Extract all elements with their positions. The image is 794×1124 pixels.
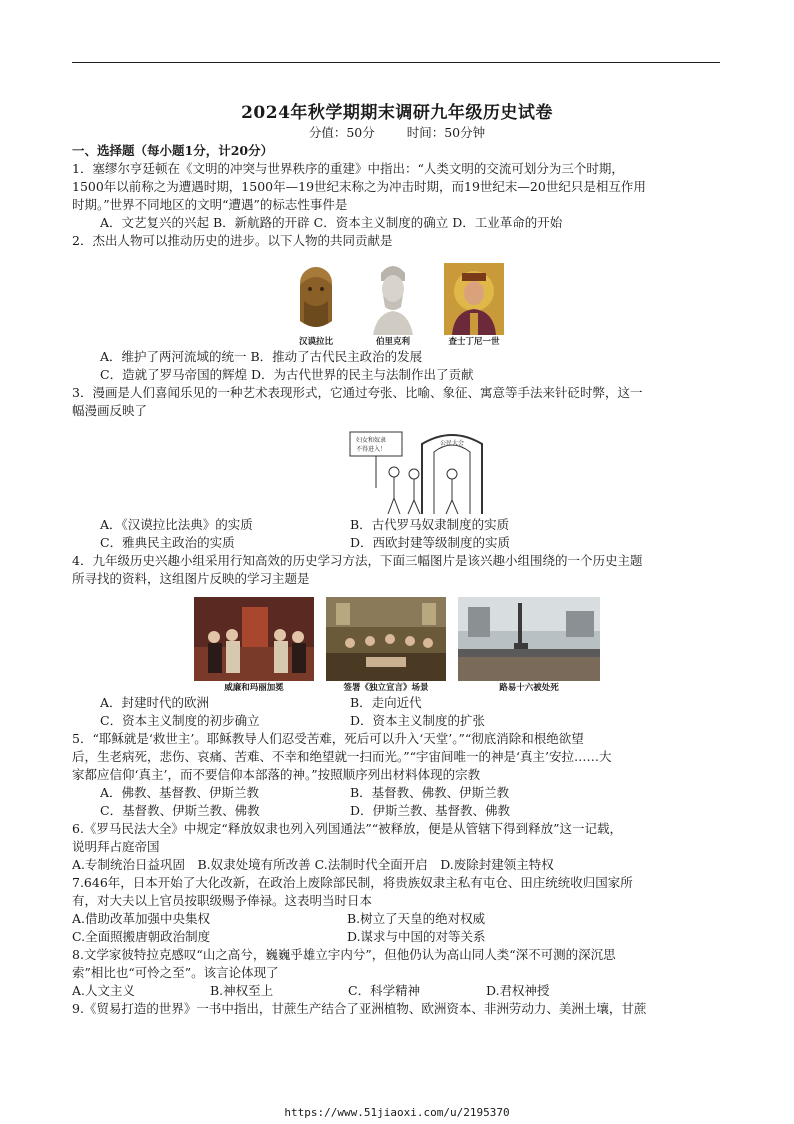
q8-option-d: D.君权神授 — [486, 983, 550, 998]
q2-figures — [72, 252, 722, 348]
hammurabi-figure — [282, 263, 350, 348]
q3-figure — [72, 424, 722, 516]
q8-line-2: 索”相比也“可怜之至”。该言论体现了 — [72, 965, 279, 980]
footer-url[interactable]: https://www.51jiaoxi.com/u/2195370 — [284, 1106, 510, 1119]
q4-option-c: C．资本主义制度的初步确立 — [100, 713, 260, 728]
q7-line-1: 7.646年，日本开始了大化改新，在政治上废除部民制，将贵族奴隶主私有屯仓、田庄统统收归国家所 — [72, 875, 633, 890]
declaration-figure — [322, 597, 450, 694]
score-info: 分值：50分 — [308, 125, 375, 140]
q5-line-1: 5．“耶稣就是‘救世主’。耶稣教导人们忍受苦难，死后可以升入‘天堂’。”“彻底消除和根绝欲望 — [72, 731, 584, 746]
q5-line-2: 后，生老病死，悲伤、哀痛、苦难、不幸和绝望就一扫而光。”“宇宙间唯一的神是‘真主’安拉……大 — [72, 749, 612, 764]
q7-option-b: B.树立了天皇的绝对权威 — [347, 911, 486, 926]
q2-caption-2: 伯里克利 — [375, 337, 410, 347]
q7-option-a: A.借助改革加强中央集权 — [72, 911, 211, 926]
q8-option-a: A.人文主义 — [72, 983, 136, 998]
q6-options: A.专制统治日益巩固 B.奴隶处境有所改善 C.法制时代全面开启 D.废除封建领主特权 — [72, 857, 554, 872]
q6-line-1: 6.《罗马民法大全》中规定“释放奴隶也列入列国通法”“被释放，便是从管辖下得到释放”这一记载， — [72, 821, 622, 836]
declaration-painting-image — [326, 597, 446, 681]
section-heading: 一、选择题（每小题1分，计20分） — [72, 143, 274, 158]
q8-option-b: B.神权至上 — [210, 983, 274, 998]
q2-options-2: C．造就了罗马帝国的辉煌 D．为古代世界的民主与法制作出了贡献 — [100, 367, 474, 382]
q7-option-d: D.谋求与中国的对等关系 — [347, 929, 486, 944]
q4-caption-1: 威廉和玛丽加冕 — [224, 683, 284, 693]
q4-option-d: D．资本主义制度的扩张 — [350, 713, 486, 728]
justinian-mosaic-image — [444, 263, 504, 335]
q3-line-1: 3．漫画是人们喜闻乐见的一种艺术表现形式，它通过夸张、比喻、象征、寓意等手法来针砭时弊，这一 — [72, 385, 643, 400]
q1-line-3: 时期。”世界不同地区的文明“遭遇”的标志性事件是 — [72, 197, 348, 212]
q4-caption-2: 签署《独立宣言》场景 — [343, 683, 429, 693]
q8-options-row — [72, 982, 722, 1000]
q2-stem: 2．杰出人物可以推动历史的进步。以下人物的共同贡献是 — [72, 233, 393, 248]
q4-options-row-2 — [72, 712, 722, 730]
q3-option-d: D．西欧封建等级制度的实质 — [350, 535, 511, 550]
q5-options-row-2 — [72, 802, 722, 820]
q5-option-d: D．伊斯兰教、基督教、佛教 — [350, 803, 511, 818]
q4-line-1: 4．九年级历史兴趣小组采用行知高效的历史学习方法，下面三幅图片是该兴趣小组围绕的一个历史主题 — [72, 553, 643, 568]
q3-options-row-1 — [72, 516, 722, 534]
cartoon-sign-left-line-2: 不得进入！ — [356, 446, 387, 453]
q4-option-b: B．走向近代 — [350, 695, 422, 710]
exam-content — [72, 142, 722, 1018]
q9-line-1: 9.《贸易打造的世界》一书中指出，甘蔗生产结合了亚洲植物、欧洲资本、非洲劳动力、美洲土壤，甘蔗 — [72, 1001, 647, 1016]
q3-option-a: A．《汉谟拉比法典》的实质 — [100, 517, 253, 532]
q3-line-2: 幅漫画反映了 — [72, 403, 148, 418]
coronation-painting-image — [194, 597, 314, 681]
q7-line-2: 有，对大夫以上官员按职级赐予俸禄。这表明当时日本 — [72, 893, 373, 908]
q6-line-2: 说明拜占庭帝国 — [72, 839, 160, 854]
q1-line-2: 1500年以前称之为遭遇时期，1500年—19世纪末称之为冲击时期，而19世纪末—20世纪只是相互作用 — [72, 179, 646, 194]
justinian-figure — [436, 263, 512, 348]
q8-line-1: 8.文学家彼特拉克感叹“山之高兮，巍巍乎雄立宇内兮”，但他仍认为高山同人类“深不可测的深沉思 — [72, 947, 616, 962]
execution-figure — [456, 597, 602, 694]
q8-option-c: C．科学精神 — [348, 983, 421, 998]
q2-options-1: A．维护了两河流域的统一 B．推动了古代民主政治的发展 — [100, 349, 423, 364]
pericles-bust-image — [369, 259, 417, 335]
q7-option-c: C.全面照搬唐朝政治制度 — [72, 929, 211, 944]
q7-options-row-2 — [72, 928, 722, 946]
hammurabi-head-image — [292, 263, 340, 335]
exam-meta — [0, 123, 794, 141]
q4-line-2: 所寻找的资料，这组图片反映的学习主题是 — [72, 571, 310, 586]
q1-options: A．文艺复兴的兴起 B．新航路的开辟 C．资本主义制度的确立 D．工业革命的开始 — [100, 215, 563, 230]
execution-painting-image — [458, 597, 600, 681]
q1-line-1: 1．塞缪尔亨廷顿在《文明的冲突与世界秩序的重建》中指出：“人类文明的交流可划分为三个时期， — [72, 161, 624, 176]
top-rule — [72, 62, 720, 63]
coronation-figure — [192, 597, 316, 694]
q5-options-row-1 — [72, 784, 722, 802]
cartoon-sign-left-line-1: 妇女和奴隶 — [356, 437, 387, 444]
q5-line-3: 家都应信仰‘真主’，而不要信仰本部落的神。”按照顺序列出材料体现的宗教 — [72, 767, 481, 782]
assembly-cartoon-image — [348, 428, 488, 516]
pericles-figure — [358, 259, 428, 348]
q4-figures — [72, 590, 722, 694]
q3-option-c: C．雅典民主政治的实质 — [100, 535, 235, 550]
q4-option-a: A．封建时代的欧洲 — [100, 695, 210, 710]
q5-option-b: B．基督教、佛教、伊斯兰教 — [350, 785, 510, 800]
q3-options-row-2 — [72, 534, 722, 552]
time-info: 时间：50分钟 — [406, 125, 486, 140]
page-title: 2024年秋学期期末调研九年级历史试卷 — [241, 103, 553, 123]
q4-options-row-1 — [72, 694, 722, 712]
q2-caption-1: 汉谟拉比 — [298, 337, 333, 347]
q3-option-b: B．古代罗马奴隶制度的实质 — [350, 517, 510, 532]
q7-options-row-1 — [72, 910, 722, 928]
q5-option-a: A．佛教、基督教、伊斯兰教 — [100, 785, 260, 800]
cartoon-sign-right: 公民大会 — [440, 440, 465, 447]
q5-option-c: C．基督教、伊斯兰教、佛教 — [100, 803, 260, 818]
q2-caption-3: 查士丁尼一世 — [448, 337, 500, 347]
q4-caption-3: 路易十六被处死 — [499, 683, 559, 693]
